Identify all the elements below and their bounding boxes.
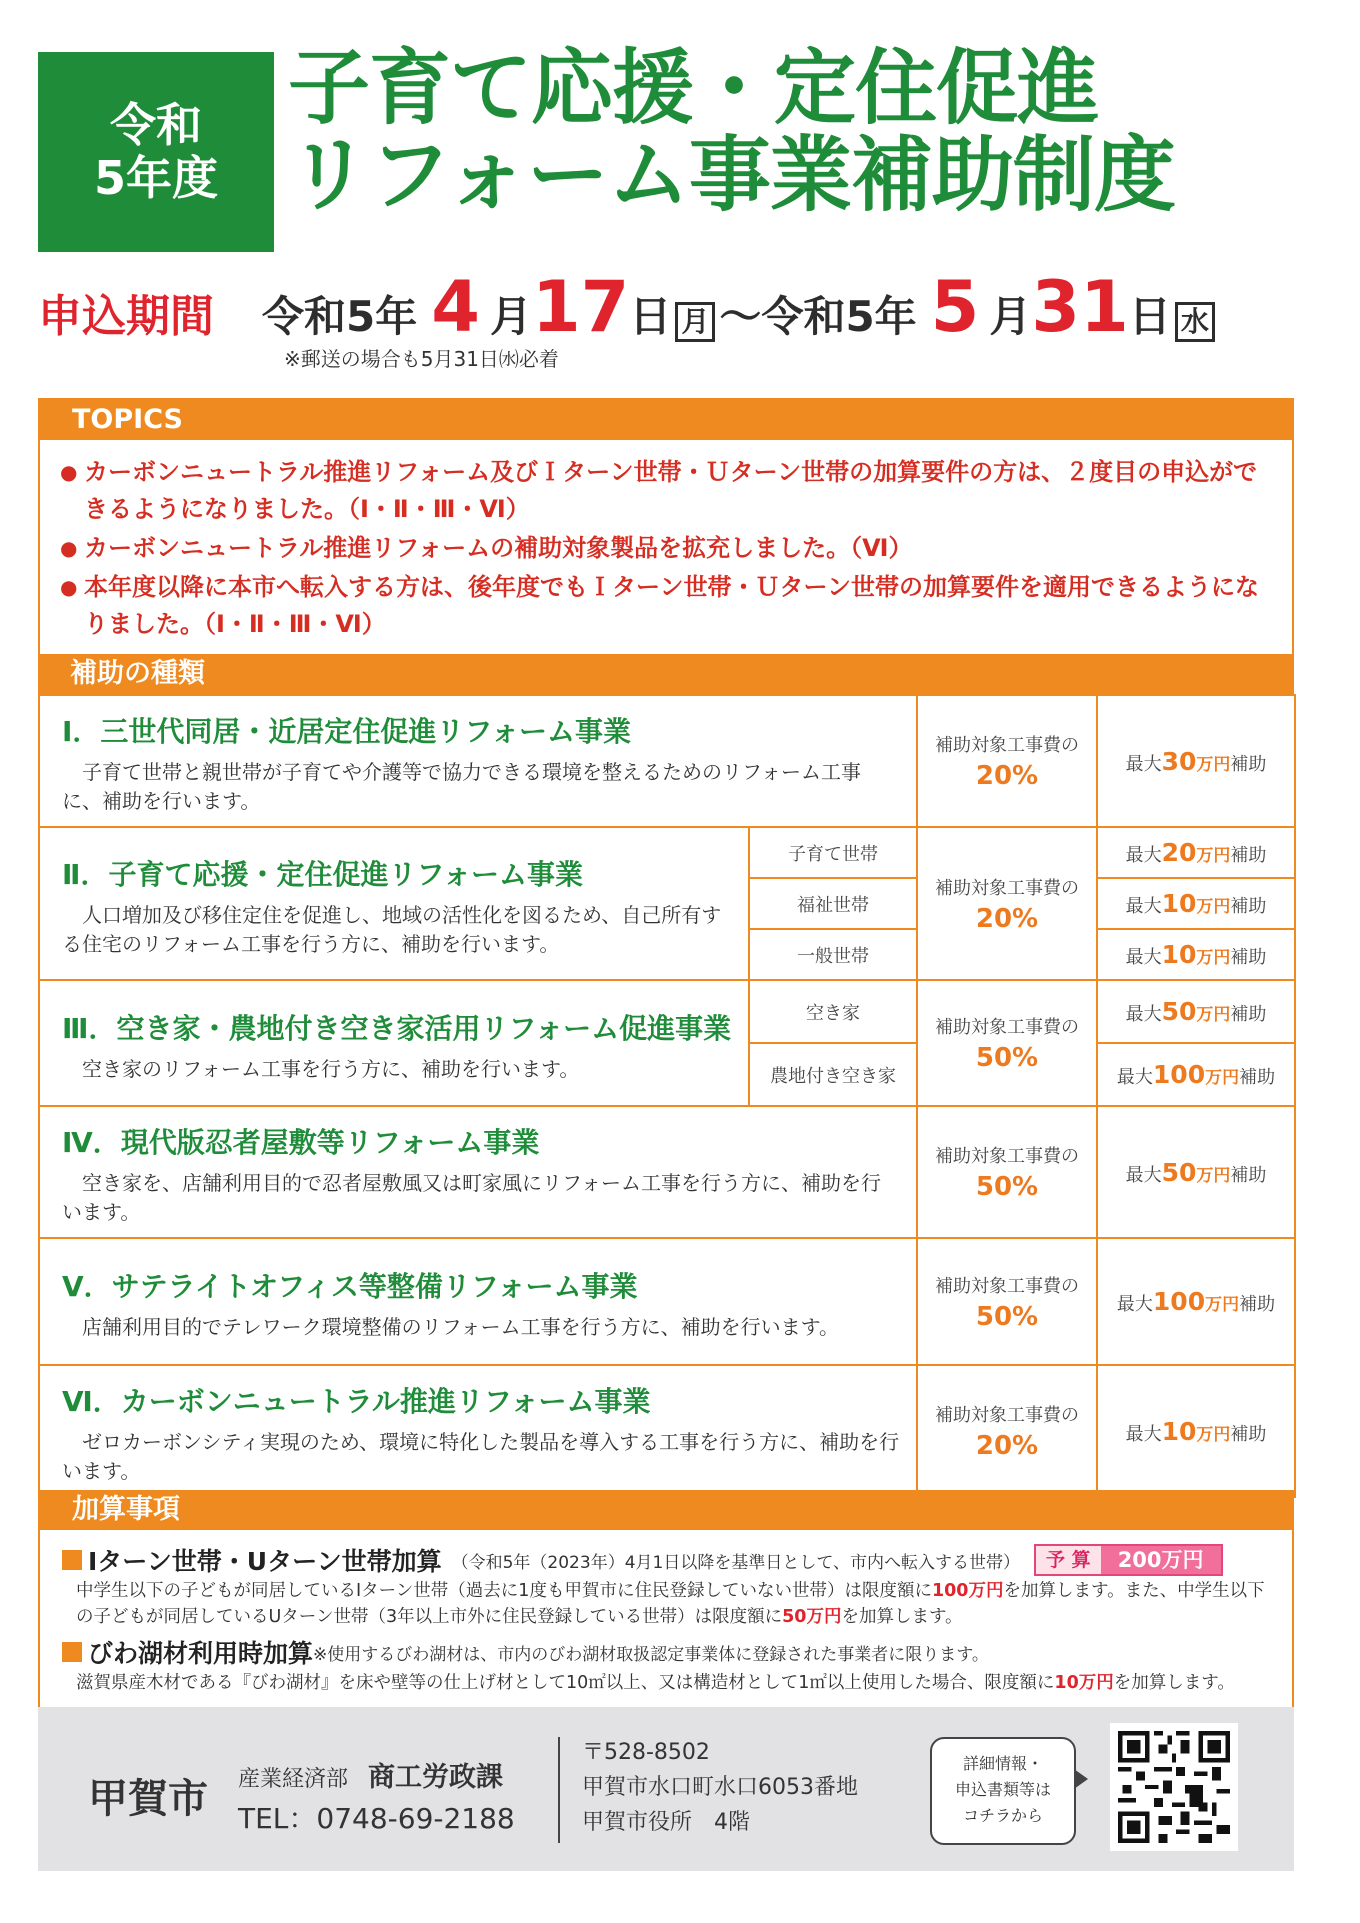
bubble-line2: 申込書類等は — [954, 1780, 1051, 1799]
amount-value: 100 — [1152, 1287, 1206, 1316]
rate-value: 50% — [975, 1172, 1039, 1202]
end-weekday: 水 — [1175, 302, 1215, 342]
subsidy-amount — [1097, 1043, 1295, 1106]
amount-unit: 万円 — [1196, 754, 1231, 775]
page-title — [288, 41, 1328, 223]
subsidy-title: Ⅱ．子育て応援・定住促進リフォーム事業 — [62, 857, 584, 891]
end-day: 31 — [1031, 266, 1129, 348]
biwako-title — [62, 1634, 989, 1670]
amount-unit: 万円 — [1196, 1165, 1231, 1186]
amount-suffix: 補助 — [1230, 947, 1267, 968]
amount-prefix: 最大 — [1125, 1004, 1162, 1025]
divider — [558, 1737, 560, 1843]
biwako-text-b: を加算します。 — [1113, 1673, 1235, 1693]
end-day-char: 日 — [1128, 292, 1171, 341]
start-day: 17 — [531, 266, 630, 348]
uturn-condition: （令和5年（2023年）4月1日以降を基準日として、市内へ転入する世帯） — [451, 1552, 1020, 1573]
mail-note: ※郵送の場合も5月31日㈬必着 — [284, 347, 559, 371]
qr-code-icon[interactable] — [1110, 1723, 1238, 1851]
subsidy-amount — [1097, 1106, 1295, 1238]
contact-footer — [38, 1707, 1294, 1871]
subsidy-types-heading: 補助の種類 — [38, 654, 1294, 694]
addition-heading: 加算事項 — [40, 1490, 1292, 1530]
office-location: 甲賀市役所 4階 — [582, 1810, 750, 1835]
amount-value: 50 — [1161, 997, 1197, 1026]
subsidy-rate — [917, 980, 1097, 1106]
topic-item: ● 本年度以降に本市へ転入する方は、後年度でもＩターン世帯・Ｕターン世帯の加算要件を適用できるようになりました。（Ⅰ・Ⅱ・Ⅲ・Ⅵ） — [62, 569, 1274, 643]
section-name: 商工労政課 — [368, 1762, 504, 1793]
table-row — [39, 1106, 1295, 1238]
department-name: 産業経済部 — [238, 1767, 349, 1792]
subsidy-title: Ⅴ．サテライトオフィス等整備リフォーム事業 — [62, 1270, 638, 1303]
amount-unit: 万円 — [1196, 846, 1231, 866]
subsidy-amount — [1097, 980, 1295, 1043]
end-prefix: 令和5年 — [761, 292, 917, 341]
uturn-amount-b: 50万円 — [782, 1607, 842, 1627]
start-month: 4 — [431, 266, 480, 348]
amount-unit: 万円 — [1196, 1005, 1231, 1025]
subsidy-types-section — [38, 654, 1294, 1498]
amount-suffix: 補助 — [1230, 1164, 1267, 1186]
subsidy-desc-2 — [39, 827, 749, 980]
subsidy-table — [38, 694, 1296, 1498]
bubble-line3: コチラから — [962, 1806, 1043, 1825]
subsidy-desc-4 — [39, 1106, 917, 1238]
rate-label: 補助対象工事費の — [935, 877, 1079, 899]
rate-value: 20% — [975, 761, 1039, 791]
amount-value: 20 — [1161, 838, 1197, 867]
subsidy-desc-6 — [39, 1365, 917, 1497]
biwako-amount: 10万円 — [1054, 1673, 1114, 1693]
uturn-text — [62, 1578, 1274, 1630]
city-name: 甲賀市 — [88, 1776, 208, 1822]
amount-unit: 万円 — [1205, 1295, 1240, 1315]
rate-label: 補助対象工事費の — [935, 1275, 1079, 1297]
property-type: 農地付き空き家 — [749, 1043, 917, 1106]
uturn-text-b: を加算します。また、中学生以下の子どもが同居しているUターン世帯（3年以上市外に住民登録している世帯）は限度額に — [76, 1581, 1265, 1627]
subsidy-rate — [917, 695, 1097, 827]
amount-prefix: 最大 — [1116, 1067, 1153, 1088]
amount-unit: 万円 — [1196, 948, 1231, 968]
phone-number[interactable]: TEL：0748-69-2188 — [238, 1802, 515, 1835]
uturn-text-a: 中学生以下の子どもが同居しているIターン世帯（過去に1度も甲賀市に住民登録していない世帯）は限度額に — [76, 1581, 932, 1601]
amount-suffix: 補助 — [1230, 1004, 1267, 1025]
amount-suffix: 補助 — [1239, 1067, 1276, 1088]
amount-prefix: 最大 — [1125, 753, 1162, 775]
household-type: 福祉世帯 — [749, 878, 917, 929]
budget-label: 予 算 — [1036, 1546, 1101, 1574]
subsidy-text: 店舗利用目的でテレワーク環境整備のリフォーム工事を行う方に、補助を行います。 — [82, 1315, 839, 1339]
subsidy-title: Ⅳ．現代版忍者屋敷等リフォーム事業 — [62, 1126, 540, 1159]
subsidy-amount — [1097, 929, 1295, 980]
uturn-amount-a: 100万円 — [931, 1581, 1004, 1601]
subsidy-text: 空き家のリフォーム工事を行う方に、補助を行います。 — [82, 1056, 580, 1081]
amount-prefix: 最大 — [1125, 1423, 1162, 1445]
amount-value: 10 — [1161, 1416, 1197, 1446]
biwako-note: ※使用するびわ湖材は、市内のびわ湖材取扱認定事業体に登録された事業者に限ります。 — [313, 1644, 989, 1665]
topic-item: ● カーボンニュートラル推進リフォーム及びＩターン世帯・Ｕターン世帯の加算要件の方は、２度目の申込ができるようになりました。（Ⅰ・Ⅱ・Ⅲ・Ⅵ） — [62, 454, 1274, 528]
subsidy-rate — [917, 1106, 1097, 1238]
amount-suffix: 補助 — [1239, 1294, 1276, 1315]
topics-list — [40, 440, 1292, 655]
table-row — [39, 1365, 1295, 1497]
topics-heading: TOPICS — [40, 400, 1292, 440]
info-bubble — [930, 1737, 1076, 1845]
amount-suffix: 補助 — [1230, 753, 1267, 775]
amount-prefix: 最大 — [1125, 896, 1162, 917]
amount-prefix: 最大 — [1125, 947, 1162, 968]
household-type: 子育て世帯 — [749, 827, 917, 878]
budget-badge — [1034, 1544, 1223, 1576]
property-type: 空き家 — [749, 980, 917, 1043]
rate-label: 補助対象工事費の — [935, 735, 1079, 756]
table-row — [39, 827, 1295, 878]
subsidy-rate — [917, 827, 1097, 980]
title-line1: 子育て応援・定住促進 — [288, 41, 1099, 136]
bullet-square-icon — [62, 1550, 82, 1570]
uturn-text-c: を加算します。 — [841, 1607, 963, 1627]
subsidy-amount — [1097, 1238, 1295, 1365]
subsidy-text: 子育て世帯と親世帯が子育てや介護等で協力できる環境を整えるためのリフォーム工事に、補助を行います。 — [62, 760, 861, 813]
subsidy-amount — [1097, 827, 1295, 878]
table-row — [39, 1238, 1295, 1365]
rate-label: 補助対象工事費の — [935, 1405, 1079, 1426]
biwako-text — [62, 1670, 1274, 1696]
start-weekday: 月 — [675, 302, 715, 342]
amount-value: 10 — [1161, 889, 1197, 918]
topic-item: ● カーボンニュートラル推進リフォームの補助対象製品を拡充しました。（Ⅵ） — [62, 530, 1274, 567]
addition-section — [38, 1490, 1294, 1710]
amount-suffix: 補助 — [1230, 845, 1267, 866]
fiscal-year-line1: 令和 — [110, 98, 202, 153]
rate-value: 50% — [975, 1301, 1039, 1332]
subsidy-desc-3 — [39, 980, 749, 1106]
start-month-char: 月 — [489, 292, 532, 341]
subsidy-desc-1 — [39, 695, 917, 827]
application-period — [38, 266, 1219, 348]
subsidy-title: Ⅲ．空き家・農地付き空き家活用リフォーム促進事業 — [62, 1011, 732, 1045]
budget-value: 200万円 — [1101, 1546, 1221, 1574]
amount-value: 30 — [1161, 746, 1197, 776]
amount-value: 10 — [1161, 940, 1197, 969]
uturn-row — [62, 1542, 1274, 1578]
title-line2: リフォーム事業補助制度 — [288, 127, 1175, 223]
topics-section — [38, 398, 1294, 657]
addition-body — [40, 1530, 1292, 1708]
subsidy-title: Ⅵ．カーボンニュートラル推進リフォーム事業 — [62, 1385, 651, 1418]
subsidy-rate — [917, 1238, 1097, 1365]
rate-value: 20% — [975, 903, 1039, 934]
amount-unit: 万円 — [1196, 897, 1231, 917]
amount-unit: 万円 — [1196, 1424, 1231, 1445]
end-month: 5 — [930, 266, 980, 348]
table-row — [39, 980, 1295, 1043]
end-month-char: 月 — [989, 292, 1032, 341]
amount-suffix: 補助 — [1230, 1423, 1267, 1445]
subsidy-desc-5 — [39, 1238, 917, 1365]
address-block — [582, 1735, 858, 1840]
period-label: 申込期間 — [38, 291, 214, 342]
biwako-title-text: びわ湖材利用時加算 — [88, 1639, 314, 1668]
subsidy-text: 空き家を、店舗利用目的で忍者屋敷風又は町家風にリフォーム工事を行う方に、補助を行います。 — [62, 1171, 881, 1224]
bubble-line1: 詳細情報・ — [962, 1754, 1043, 1773]
street-address: 甲賀市水口町水口6053番地 — [582, 1775, 858, 1800]
subsidy-title: Ⅰ．三世代同居・近居定住促進リフォーム事業 — [62, 715, 632, 748]
start-prefix: 令和5年 — [262, 292, 418, 341]
bullet-square-icon — [62, 1642, 82, 1662]
subsidy-rate — [917, 1365, 1097, 1497]
subsidy-amount — [1097, 878, 1295, 929]
rate-label: 補助対象工事費の — [935, 1146, 1079, 1167]
amount-prefix: 最大 — [1116, 1294, 1153, 1315]
uturn-title-text: Iターン世帯・Uターン世帯加算 — [88, 1547, 442, 1576]
subsidy-text: 人口増加及び移住定住を促進し、地域の活性化を図るため、自己所有する住宅のリフォーム工事を行う方に、補助を行います。 — [62, 902, 722, 956]
subsidy-text: ゼロカーボンシティ実現のため、環境に特化した製品を導入する工事を行う方に、補助を行います。 — [62, 1430, 900, 1483]
household-type: 一般世帯 — [749, 929, 917, 980]
rate-value: 50% — [975, 1043, 1039, 1073]
table-row — [39, 695, 1295, 827]
fiscal-year-line2: 5年度 — [93, 151, 218, 205]
biwako-text-a: 滋賀県産木材である『びわ湖材』を床や壁等の仕上げ材として10㎡以上、又は構造材として1㎡以上使用した場合、限度額に — [76, 1673, 1055, 1693]
amount-suffix: 補助 — [1230, 896, 1267, 917]
rate-value: 20% — [975, 1431, 1039, 1461]
subsidy-amount — [1097, 695, 1295, 827]
amount-value: 100 — [1152, 1060, 1206, 1089]
postal-code: 〒528-8502 — [582, 1740, 710, 1765]
rate-label: 補助対象工事費の — [935, 1017, 1079, 1038]
amount-unit: 万円 — [1205, 1068, 1240, 1088]
uturn-title — [62, 1542, 442, 1578]
department — [238, 1755, 503, 1794]
subsidy-amount — [1097, 1365, 1295, 1497]
start-day-char: 日 — [629, 292, 672, 341]
amount-prefix: 最大 — [1125, 1164, 1162, 1186]
period-tilde: 〜 — [719, 292, 762, 341]
amount-value: 50 — [1161, 1157, 1197, 1187]
amount-prefix: 最大 — [1125, 845, 1162, 866]
qr-code-graphic — [1118, 1731, 1230, 1843]
fiscal-year-badge — [38, 52, 274, 252]
